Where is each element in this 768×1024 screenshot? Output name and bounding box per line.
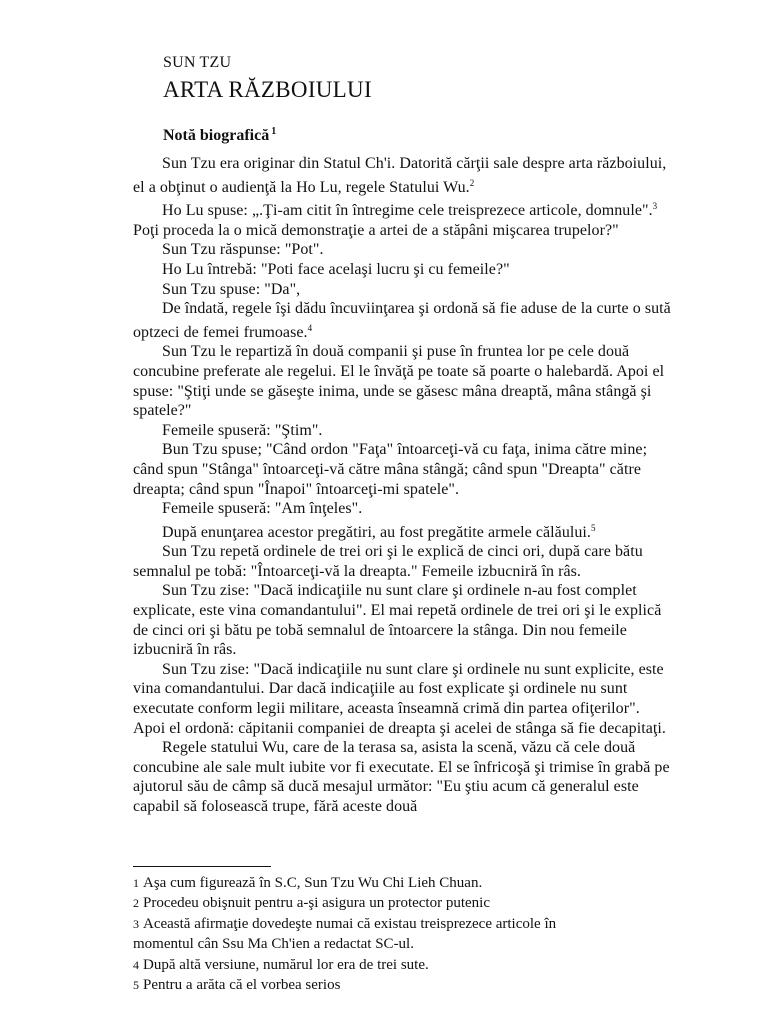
section-heading	[163, 122, 276, 146]
footnote	[133, 975, 673, 995]
paragraph: După enunţarea acestor pregătiri, au fost pregătite armele călăului.$^5$	[162, 522, 596, 541]
paragraph: Femeile spuseră: "Ştim".	[162, 421, 323, 439]
footnote-text: Pentru a arăta că el vorbea serios	[143, 977, 341, 994]
footnote	[133, 893, 673, 913]
footnote-text: momentul cân Ssu Ma Ch'ien a redactat SC-ul.	[133, 936, 414, 953]
footnote-ref: 4	[307, 322, 313, 333]
paragraph: Sun Tzu răspunse: "Pot".	[162, 241, 324, 259]
paragraph: Sun Tzu era originar din Statul Ch'i. Datorită cărţii sale despre arta războiului, el a obţinut o audienţă la Ho Lu, regele Statului Wu.$^2$	[133, 155, 667, 196]
footnote-continuation	[133, 934, 673, 954]
footnote-number: 1	[133, 876, 139, 890]
footnote-ref: 2	[469, 177, 475, 188]
paragraph: Sun Tzu spuse: "Da",	[162, 280, 301, 298]
section-footnote-ref: 1	[271, 126, 277, 137]
paragraph: Ho Lu spuse: „.Ţi-am citit în întregime cele treisprezece articole, domnule".$^3$ Poţi proceda la o mică demonstraţie a artei de a stăpâni mişcarea trupelor?"	[133, 201, 658, 239]
paragraph: Sun Tzu zise: "Dacă indicaţiile nu sunt clare şi ordinele nu sunt explicite, este vina comandantului. Dar dacă indicaţiile au fost explicate şi ordinele nu sunt executate conform legii militare, aceasta înseamnă crimă din partea ofiţerilor". Apoi el ordonă: căpitanii companiei de dreapta şi acelei de stânga să fie decapitaţi.	[133, 660, 666, 737]
paragraph: Femeile spuseră: "Am înţeles".	[162, 500, 363, 518]
footnote-text: Această afirmaţie dovedeşte numai că existau treisprezece articole în	[143, 915, 557, 932]
footnote-divider	[133, 866, 271, 867]
section-title: Notă biografică	[163, 127, 270, 144]
paragraph: Sun Tzu zise: "Dacă indicaţiile nu sunt clare şi ordinele n-au fost complet explicate, este vina comandantului". El mai repetă ordinele de trei ori şi le explică de cinci ori şi bătu pe tobă semnalul de întoarcere la stânga. Din nou femeile izbucniră în râs.	[133, 582, 662, 659]
paragraph: De îndată, regele îşi dădu încuviinţarea şi ordonă să fie aduse de la curte o sută optzeci de femei frumoase.$^4$	[133, 300, 671, 341]
paragraph: Ho Lu întrebă: "Poti face acelaşi lucru şi cu femeile?"	[162, 260, 510, 278]
footnote	[133, 873, 673, 893]
footnote-number: 3	[133, 916, 139, 931]
book-title: ARTA RĂZBOIULUI	[163, 77, 372, 102]
paragraph: Sun Tzu repetă ordinele de trei ori şi le explică de cinci ori, după care bătu semnalul pe tobă: "Întoarceţi-vă la dreapta." Femeile izbucniră în râs.	[133, 543, 643, 580]
paragraph: Sun Tzu le repartiză în două companii şi puse în fruntea lor pe cele două concubine preferate ale regelui. El le învăţă pe toate să poarte o halebardă. Apoi el spuse: "Ştiţi unde se găseşte inima, unde se găsesc mâna dreaptă, mâna stângă şi spatele?"	[133, 343, 665, 420]
footnote-number: 4	[133, 957, 139, 972]
author-name: SUN TZU	[163, 54, 232, 71]
footnote-text: Aşa cum figurează în S.C, Sun Tzu Wu Chi Lieh Chuan.	[143, 875, 483, 891]
paragraph: Bun Tzu spuse; "Când ordon "Faţa" întoarceţi-vă cu faţa, inima către mine; când spun "Stânga" întoarceţi-vă către mâna stângă; când spun "Dreapta" către dreapta; când spun "Înapoi" întoarceţi-mi spatele".	[133, 441, 648, 498]
footnote-number: 2	[133, 896, 139, 911]
footnotes	[133, 873, 673, 995]
footnote-ref: 5	[590, 522, 596, 533]
footnote	[133, 955, 673, 975]
paragraph: Regele statului Wu, care de la terasa sa, asista la scenă, văzu că cele două concubine ale sale mult iubite vor fi executate. El se înfricoşă şi trimise în grabă pe ajutorul său de câmp să ducă mesajul următor: "Eu ştiu acum că generalul este capabil să folosească trupe, fără aceste două	[133, 739, 670, 815]
footnote-ref: 3	[652, 201, 658, 212]
footnote-number: 5	[133, 978, 139, 993]
footnote	[133, 914, 673, 934]
footnote-text: După altă versiune, numărul lor era de trei sute.	[143, 956, 429, 973]
footnote-text: Procedeu obişnuit pentru a-şi asigura un protector putenic	[143, 895, 490, 912]
body-text	[133, 154, 673, 817]
